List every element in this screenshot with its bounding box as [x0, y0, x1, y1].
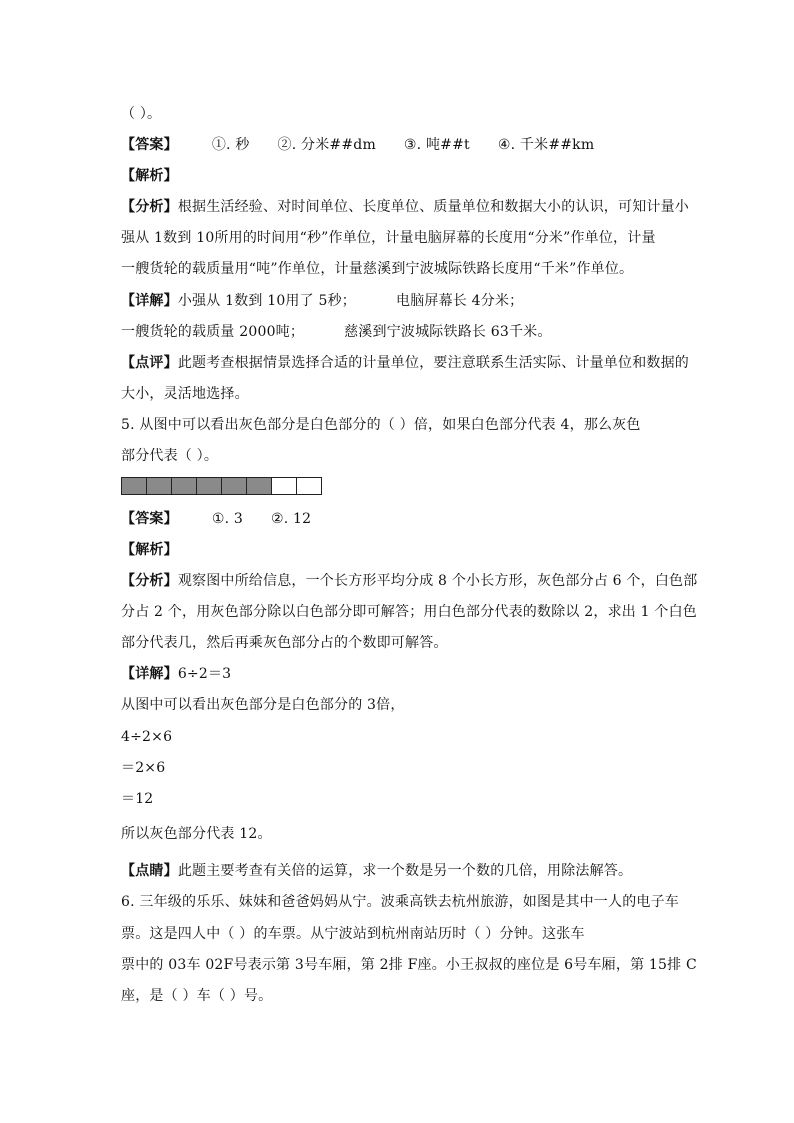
q6-stem-line-2: 票。这是四人中（ ）的车票。从宁波站到杭州南站历时（ ）分钟。这张车	[121, 926, 585, 942]
q5-bar-segment-gray	[172, 478, 197, 494]
q4-xiangjie-d: 慈溪到宁波城际铁路长 63千米。	[344, 324, 552, 340]
q5-dianjing-tag: 【点睛】	[121, 863, 178, 879]
q5-fenxi-line-1	[121, 572, 697, 590]
q5-work-line-2: 4÷2×6	[121, 729, 173, 745]
q4-answer-tag: 【答案】	[121, 137, 178, 153]
q5-fenxi-line-2: 分占 2 个，用灰色部分除以白色部分即可解答；用白色部分代表的数除以 2，求出 1 个白色	[121, 604, 697, 620]
q5-answer-tag: 【答案】	[121, 511, 178, 527]
q5-bar-segment-white	[297, 478, 321, 494]
q4-fenxi-text-1: 根据生活经验、对时间单位、长度单位、质量单位和数据大小的认识，可知计量小	[177, 199, 690, 215]
q5-xiangjie-tag: 【详解】	[121, 666, 178, 682]
q4-xiangjie-line-1	[121, 292, 523, 310]
q5-answer-line	[121, 510, 311, 528]
q5-xiangjie-line	[121, 665, 231, 683]
q4-blank-line	[121, 105, 161, 123]
q4-fenxi-line-3: 一艘货轮的载质量用“吨”作单位，计量慈溪到宁波城际铁路长度用“千米”作单位。	[121, 261, 634, 277]
q5-answer-2: ②. 12	[270, 511, 312, 527]
q4-xiangjie-line-2	[121, 323, 552, 341]
q5-fenxi-line-3: 部分代表几，然后再乘灰色部分占的个数即可解答。	[121, 635, 448, 651]
q5-fenxi-text-1: 观察图中所给信息，一个长方形平均分成 8 个小长方形，灰色部分占 6 个，白色部	[177, 573, 698, 589]
q4-answer-2: ②. 分米##dm	[277, 137, 376, 153]
q5-bar-segment-gray	[197, 478, 222, 494]
q4-dianping-line-1	[121, 354, 689, 372]
q5-xiangjie-first: 6÷2＝3	[177, 666, 232, 682]
q4-dianping-line-2: 大小，灵活地选择。	[121, 386, 249, 402]
q5-dianjing-line	[121, 862, 632, 880]
q4-blank-text: （ ）。	[121, 106, 162, 122]
q5-stem-line-1: 5. 从图中可以看出灰色部分是白色部分的（ ）倍，如果白色部分代表 4，那么灰色	[121, 417, 641, 433]
q5-work-line-3: ＝2×6	[121, 760, 166, 776]
q4-dianping-text-1: 此题考查根据情景选择合适的计量单位，要注意联系生活实际、计量单位和数据的	[177, 355, 690, 371]
q4-answer-3: ③. 吨##t	[403, 137, 470, 153]
q4-xiangjie-b: 电脑屏幕长 4分米；	[396, 293, 524, 309]
q6-stem-line-4: 座，是（ ）车（ ）号。	[121, 988, 273, 1004]
q6-stem-line-1: 6. 三年级的乐乐、妹妹和爸爸妈妈从宁。波乘高铁去杭州旅游，如图是其中一人的电子车	[121, 894, 680, 910]
q4-xiangjie-a: 小强从 1数到 10用了 5秒；	[177, 293, 356, 309]
q5-bar-segment-gray	[247, 478, 272, 494]
q4-fenxi-line-2: 强从 1数到 10所用的时间用“秒”作单位，计量电脑屏幕的长度用“分米”作单位，计量	[121, 230, 656, 246]
q5-stem-line-2: 部分代表（ ）。	[121, 448, 219, 464]
q5-bar-segment-gray	[222, 478, 247, 494]
q5-work-line-1: 从图中可以看出灰色部分是白色部分的 3倍，	[121, 697, 405, 713]
q4-jiexi-tag: 【解析】	[121, 168, 178, 184]
q5-bar-segment-gray	[147, 478, 172, 494]
q5-jiexi-tag: 【解析】	[121, 542, 178, 558]
q5-work-line-5: 所以灰色部分代表 12。	[121, 826, 272, 842]
q5-dianjing-text: 此题主要考查有关倍的运算，求一个数是另一个数的几倍，用除法解答。	[177, 863, 633, 879]
q4-answer-line	[121, 136, 594, 154]
q4-answer-4: ④. 千米##km	[497, 137, 595, 153]
q4-dianping-tag: 【点评】	[121, 355, 178, 371]
q5-answer-1: ①. 3	[211, 511, 243, 527]
q5-bar-segment-gray	[122, 478, 147, 494]
q6-stem-line-3: 票中的 03车 02F号表示第 3号车厢，第 2排 F座。小王叔叔的座位是 6号车厢，第 15排 C	[121, 957, 697, 973]
q4-fenxi-tag: 【分析】	[121, 199, 178, 215]
q4-answer-1: ①. 秒	[211, 137, 250, 153]
q4-xiangjie-c: 一艘货轮的载质量 2000吨；	[121, 324, 305, 340]
q5-bar-segment-white	[272, 478, 297, 494]
q5-work-line-4: ＝12	[121, 791, 154, 807]
q5-bar-figure	[121, 477, 322, 495]
q4-fenxi-line-1	[121, 198, 689, 216]
q5-fenxi-tag: 【分析】	[121, 573, 178, 589]
q4-xiangjie-tag: 【详解】	[121, 293, 178, 309]
